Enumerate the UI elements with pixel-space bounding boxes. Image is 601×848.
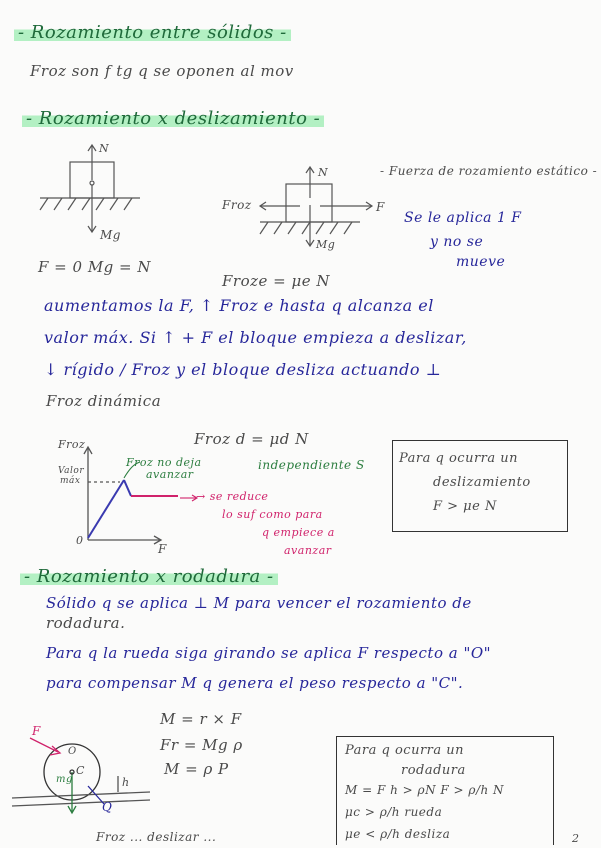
weight-label-1: Mg (100, 228, 121, 242)
box1-line-1: Para q ocurra un (399, 451, 519, 466)
static-note-line-2: y no se (430, 234, 484, 250)
applied-force-label: F (376, 200, 385, 214)
dynamic-friction-eq: Froz d = μd N (194, 430, 309, 448)
friction-force-label: Froz (222, 198, 252, 212)
normal-force-label-2: N (318, 166, 329, 179)
box2-line-4: μc > ρ/h rueda (345, 805, 443, 819)
sliding-condition-box (392, 440, 568, 532)
graph-note-pink-2: lo suf como para (222, 508, 323, 521)
graph-note-pink-3: q empiece a (262, 526, 335, 539)
graph-max-label-1: Valor (58, 466, 85, 476)
rolling-eq-1: M = r × F (160, 710, 242, 728)
paragraph-2-line-3: Para q la rueda siga girando se aplica F respecto a "O" (46, 644, 492, 662)
equilibrium-eq-1: F = 0 Mg = N (38, 258, 152, 276)
wheel-o-label: O (68, 746, 77, 757)
block-diagram-2 (260, 167, 372, 246)
graph-origin-label: 0 (76, 534, 84, 547)
rolling-eq-3: M = ρ P (164, 760, 229, 778)
paragraph-1-line-2: valor máx. Si ↑ + F el bloque empieza a deslizar, (44, 328, 467, 347)
bottom-note: Froz ... deslizar ... (96, 830, 217, 844)
rolling-eq-2: Fr = Mg ρ (160, 736, 243, 754)
graph-max-label-2: máx (60, 476, 81, 486)
wheel-center-label: C (76, 764, 85, 777)
rolling-condition-box (336, 736, 554, 845)
page-number: 2 (572, 832, 580, 845)
paragraph-1-line-3: ↓ rígido / Froz y el bloque desliza actuando ⊥ (44, 360, 442, 379)
heading-rozamiento-deslizamiento: - Rozamiento x deslizamiento - (22, 108, 324, 129)
wheel-h-label: h (122, 776, 130, 789)
weight-label-2: Mg (316, 238, 336, 251)
graph-x-axis-label: F (158, 542, 167, 556)
box2-line-2: rodadura (401, 763, 466, 778)
friction-curve (88, 480, 131, 538)
wheel-force-label: F (32, 724, 41, 738)
wheel-q-label: Q (102, 800, 113, 814)
paragraph-1-line-4: Froz dinámica (46, 392, 162, 410)
box2-line-3: M = F h > ρN F > ρ/h N (345, 783, 505, 797)
heading-rozamiento-rodadura: - Rozamiento x rodadura - (20, 566, 278, 587)
box2-line-1: Para q ocurra un (345, 743, 465, 758)
graph-note-pink-4: avanzar (284, 544, 332, 557)
independent-note: independiente S (258, 458, 365, 472)
intro-text: Froz son f tg q se oponen al mov (30, 62, 294, 80)
static-friction-eq: Froze = μe N (222, 272, 331, 290)
normal-force-label-1: N (99, 142, 110, 155)
static-friction-title: - Fuerza de rozamiento estático - (380, 164, 598, 178)
paragraph-2-line-4: para compensar M q genera el peso respecto a "C". (46, 674, 464, 692)
box1-line-2: deslizamiento (433, 475, 531, 490)
heading-rozamiento-solidos: - Rozamiento entre sólidos - (14, 22, 291, 43)
box1-line-3: F > μe N (433, 499, 497, 514)
static-note-line-1: Se le aplica 1 F (404, 210, 522, 226)
wheel-weight-label: mg (56, 774, 73, 785)
graph-note-green-1: Froz no deja (126, 456, 202, 469)
graph-y-axis-label: Froz (58, 438, 86, 451)
block-diagram-1 (40, 145, 140, 232)
paragraph-2-line-2: rodadura. (46, 614, 126, 632)
static-note-line-3: mueve (456, 254, 506, 270)
graph-note-green-2: avanzar (146, 468, 194, 481)
box2-line-5: μe < ρ/h desliza (345, 827, 451, 841)
graph-note-pink-1: → se reduce (196, 490, 269, 503)
paragraph-2-line-1: Sólido q se aplica ⊥ M para vencer el rozamiento de (46, 594, 472, 612)
paragraph-1-line-1: aumentamos la F, ↑ Froz e hasta q alcanza el (44, 296, 434, 315)
